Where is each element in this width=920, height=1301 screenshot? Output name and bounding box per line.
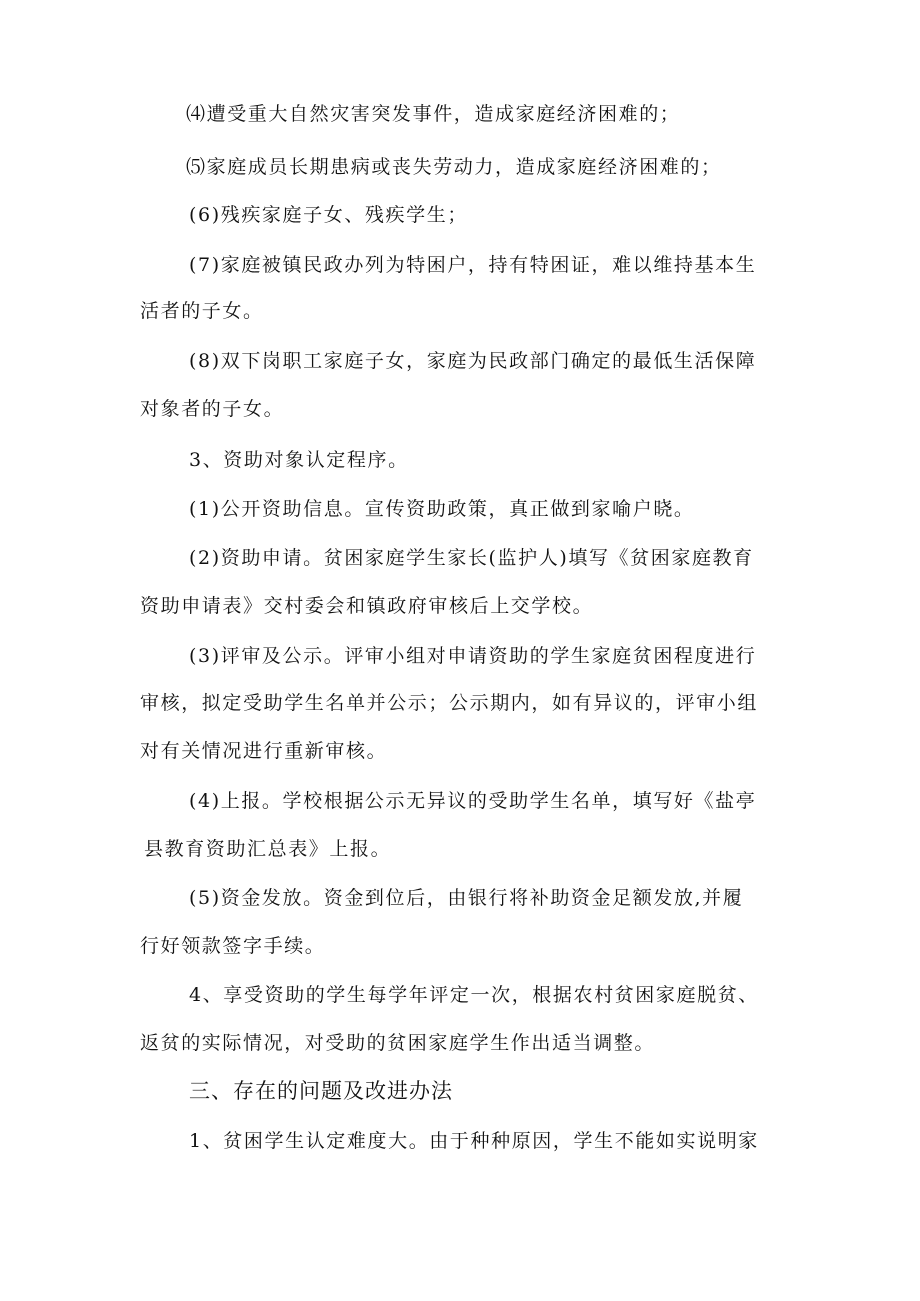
text-line-section-3: 3、资助对象认定程序。 [189,449,409,471]
text-line-section-4-cont: 返贫的实际情况，对受助的贫困家庭学生作出适当调整。 [140,1032,656,1054]
text-line-step-3: (3)评审及公示。评审小组对申请资助的学生家庭贫困程度进行 [189,645,757,667]
text-line-step-3-cont-1: 审核，拟定受助学生名单并公示；公示期内，如有异议的，评审小组 [140,692,759,714]
section-heading-problems: 三、存在的问题及改进办法 [189,1079,453,1103]
text-line-item-4: ⑷遭受重大自然灾害突发事件，造成家庭经济困难的； [186,103,681,125]
text-line-step-2: (2)资助申请。贫困家庭学生家长(监护人)填写《贫困家庭教育 [189,547,754,569]
text-line-step-5-cont: 行好领款签字手续。 [140,935,326,957]
text-line-item-8: (8)双下岗职工家庭子女，家庭为民政部门确定的最低生活保障 [189,350,757,372]
text-line-step-2-cont: 资助申请表》交村委会和镇政府审核后上交学校。 [140,595,594,617]
text-line-section-4: 4、享受资助的学生每学年评定一次，根据农村贫困家庭脱贫、 [189,984,759,1006]
text-line-step-5: (5)资金发放。资金到位后，由银行将补助资金足额发放,并履 [189,887,744,909]
text-line-problem-1: 1、贫困学生认定难度大。由于种种原因，学生不能如实说明家 [189,1130,759,1152]
text-line-step-4: (4)上报。学校根据公示无异议的受助学生名单，填写好《盐亭 [189,790,757,812]
text-line-item-5: ⑸家庭成员长期患病或丧失劳动力，造成家庭经济困难的； [186,156,722,178]
text-line-step-4-cont: 县教育资助汇总表》上报。 [144,838,392,860]
text-line-item-6: (6)残疾家庭子女、残疾学生； [189,204,468,226]
text-line-step-1: (1)公开资助信息。宣传资助政策，真正做到家喻户晓。 [189,498,695,520]
text-line-item-7-cont: 活者的子女。 [140,300,264,322]
text-line-item-8-cont: 对象者的子女。 [140,398,285,420]
text-line-step-3-cont-2: 对有关情况进行重新审核。 [140,740,388,762]
text-line-item-7: (7)家庭被镇民政办列为特困户，持有特困证，难以维持基本生 [189,254,757,276]
